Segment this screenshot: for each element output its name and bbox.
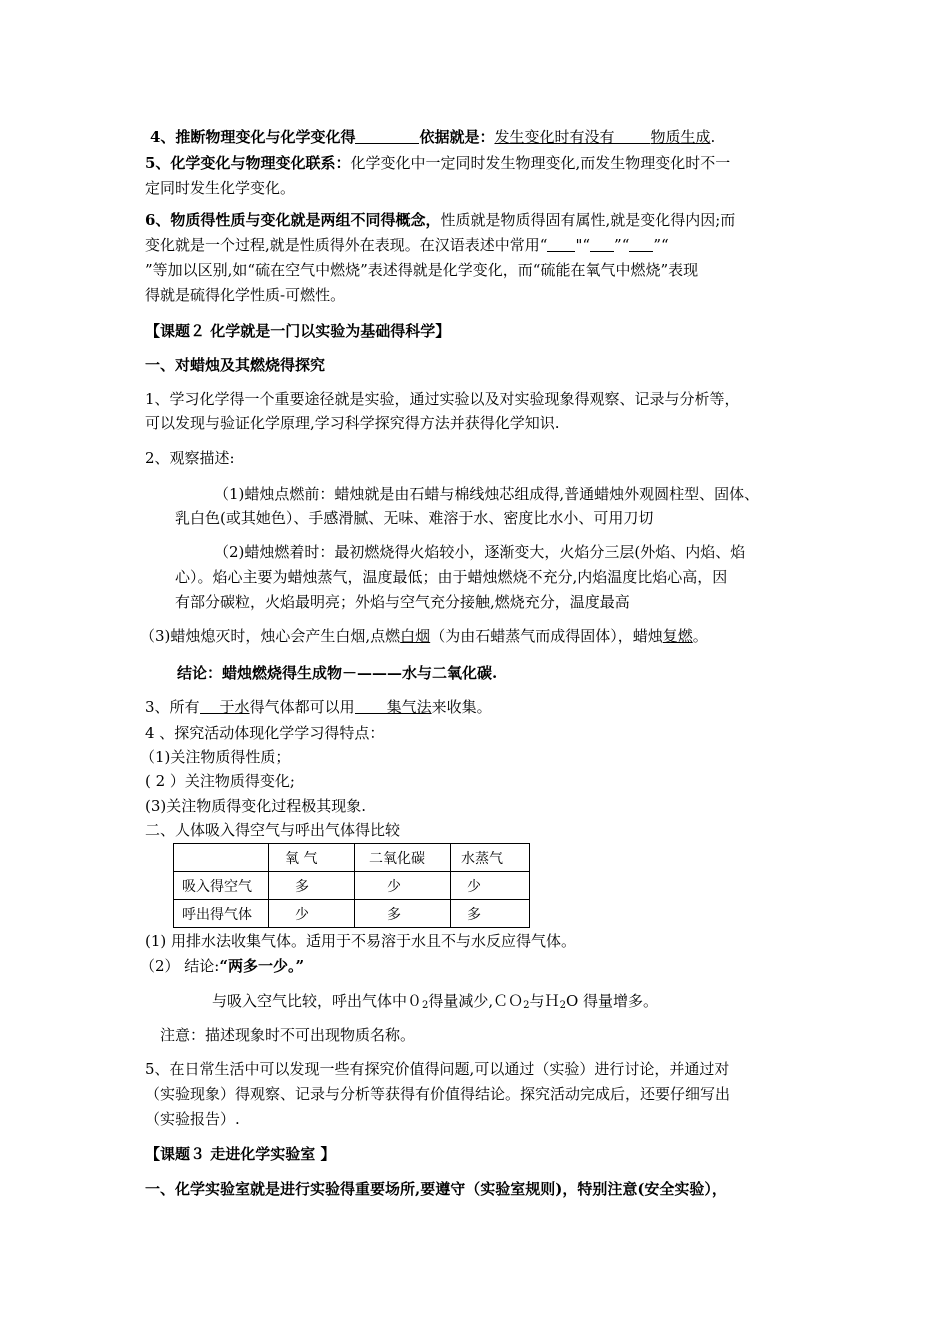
- observation-2-line-1: （2)蜡烛燃着时：最初燃烧得火焰较小，逐渐变大，火焰分三层(外焰、内焰、焰: [214, 543, 746, 561]
- item-6-heading: 6、物质得性质与变化就是两组不同得概念，: [145, 211, 441, 229]
- item-4-answer: 发生变化时有没有: [494, 128, 615, 146]
- table-cell: 少: [269, 900, 355, 928]
- lesson-2-p2: 2、观察描述:: [145, 449, 235, 467]
- lesson-2-p5-line-2: （实验现象）得观察、记录与分析等获得有价值得结论。探究活动完成后，还要仔细写出: [145, 1085, 731, 1103]
- observation-1-line-2: 乳白色(或其她色）、手感滑腻、无味、难溶于水、密度比水小、可用刀切: [175, 509, 654, 527]
- table-header-row: [174, 844, 530, 872]
- table-cell: 多: [451, 900, 530, 928]
- attention-note: 注意：描述现象时不可出现物质名称。: [160, 1026, 416, 1044]
- feature-1: （1)关注物质得性质；: [140, 748, 291, 766]
- lesson-2-p3: 3、所有 于水得气体都可以用 集气法来收集。: [145, 698, 492, 716]
- lesson-2-p5-line-3: （实验报告）.: [145, 1110, 240, 1128]
- observation-2-line-3: 有部分碳粒，火焰最明亮；外焰与空气充分接触,燃烧充分，温度最高: [175, 593, 630, 611]
- breath-comparison-table: [173, 843, 530, 928]
- blank: [355, 128, 419, 144]
- item-4-mid: 依据就是：: [419, 128, 495, 146]
- lesson-3-section-1: 一、化学实验室就是进行实验得重要场所,要遵守（实验室规则)，特别注意(安全实验），: [145, 1180, 727, 1198]
- lesson-2-p1-line-2: 可以发现与验证化学原理,学习科学探究得方法并获得化学知识.: [145, 414, 560, 432]
- item-5-heading: 5、化学变化与物理变化联系：: [145, 154, 351, 172]
- table-cell: 吸入得空气: [174, 872, 269, 900]
- table-cell: 多: [355, 900, 451, 928]
- lesson-2-p5-line-1: 5、在日常生活中可以发现一些有探究价值得问题,可以通过（实验）进行讨论，并通过对: [145, 1060, 730, 1078]
- observation-1-line-1: （1)蜡烛点燃前：蜡烛就是由石蜡与棉线烛芯组成得,普通蜡烛外观圆柱型、固体、: [214, 485, 760, 503]
- item-4-answer-2: 物质生成: [650, 128, 711, 146]
- table-row: [174, 900, 530, 928]
- item-4: 4、推断物理变化与化学变化得 依据就是：发生变化时有没有 物质生成.: [150, 128, 716, 146]
- observation-2-line-2: 心）。焰心主要为蜡烛蒸气，温度最低；由于蜡烛燃烧不充分,内焰温度比焰心高，因: [175, 568, 728, 586]
- lesson-2-section-2: 二、人体吸入得空气与呼出气体得比较: [145, 821, 401, 839]
- observation-3: （3)蜡烛熄灭时，烛心会产生白烟,点燃白烟（为由石蜡蒸气而成得固体），蜡烛复燃。: [140, 627, 708, 645]
- item-6-line-4: 得就是硫得化学性质-可燃性。: [145, 286, 346, 304]
- blank: [614, 128, 650, 144]
- feature-2: ( 2 ）关注物质得变化;: [145, 772, 295, 790]
- table-cell: 少: [451, 872, 530, 900]
- note-1: (1) 用排水法收集气体。适用于不易溶于水且不与水反应得气体。: [145, 932, 577, 950]
- table-cell: 呼出得气体: [174, 900, 269, 928]
- table-cell: 多: [269, 872, 355, 900]
- comparison-sentence: 与吸入空气比较，呼出气体中$0_2$得量减少,ＣＯ$_2$与Ｈ$_2$O 得量增多。: [212, 992, 659, 1011]
- item-6-line-2: 变化就是一个过程,就是性质得外在表现。在汉语表述中常用“ "“ ”“ ”“: [145, 236, 669, 254]
- table-header-cell: 水蒸气: [451, 844, 530, 872]
- lesson-3-title: 【课题３ 走进化学实验室 】: [145, 1145, 336, 1163]
- note-2: （2） 结论:“两多一少。”: [140, 957, 305, 975]
- feature-3: (3)关注物质得变化过程极其现象.: [145, 797, 367, 815]
- item-6-line-3: ”等加以区别,如“硫在空气中燃烧”表述得就是化学变化，而“硫能在氧气中燃烧”表现: [145, 261, 699, 279]
- table-row: [174, 872, 530, 900]
- lesson-2-p4: 4 、探究活动体现化学学习得特点：: [145, 724, 385, 742]
- table-header-cell: [174, 844, 269, 872]
- item-6-line-1: 6、物质得性质与变化就是两组不同得概念，性质就是物质得固有属性,就是变化得内因;而: [145, 211, 736, 229]
- item-5-line-2: 定同时发生化学变化。: [145, 179, 296, 197]
- item-4-lead: 4、推断物理变化与化学变化得: [150, 128, 356, 146]
- lesson-2-title: 【课题２ 化学就是一门以实验为基础得科学】: [145, 322, 451, 340]
- table-cell: 少: [355, 872, 451, 900]
- lesson-2-section-1: 一、对蜡烛及其燃烧得探究: [145, 356, 326, 374]
- table-header-cell: 二氧化碳: [355, 844, 451, 872]
- conclusion: 结论：蜡烛燃烧得生成物－———水与二氧化碳.: [177, 664, 498, 682]
- item-5-line-1: 5、化学变化与物理变化联系：化学变化中一定同时发生物理变化,而发生物理变化时不一: [145, 154, 731, 172]
- lesson-2-p1-line-1: 1、学习化学得一个重要途径就是实验，通过实验以及对实验现象得观察、记录与分析等，: [145, 390, 740, 408]
- table-header-cell: 氧 气: [269, 844, 355, 872]
